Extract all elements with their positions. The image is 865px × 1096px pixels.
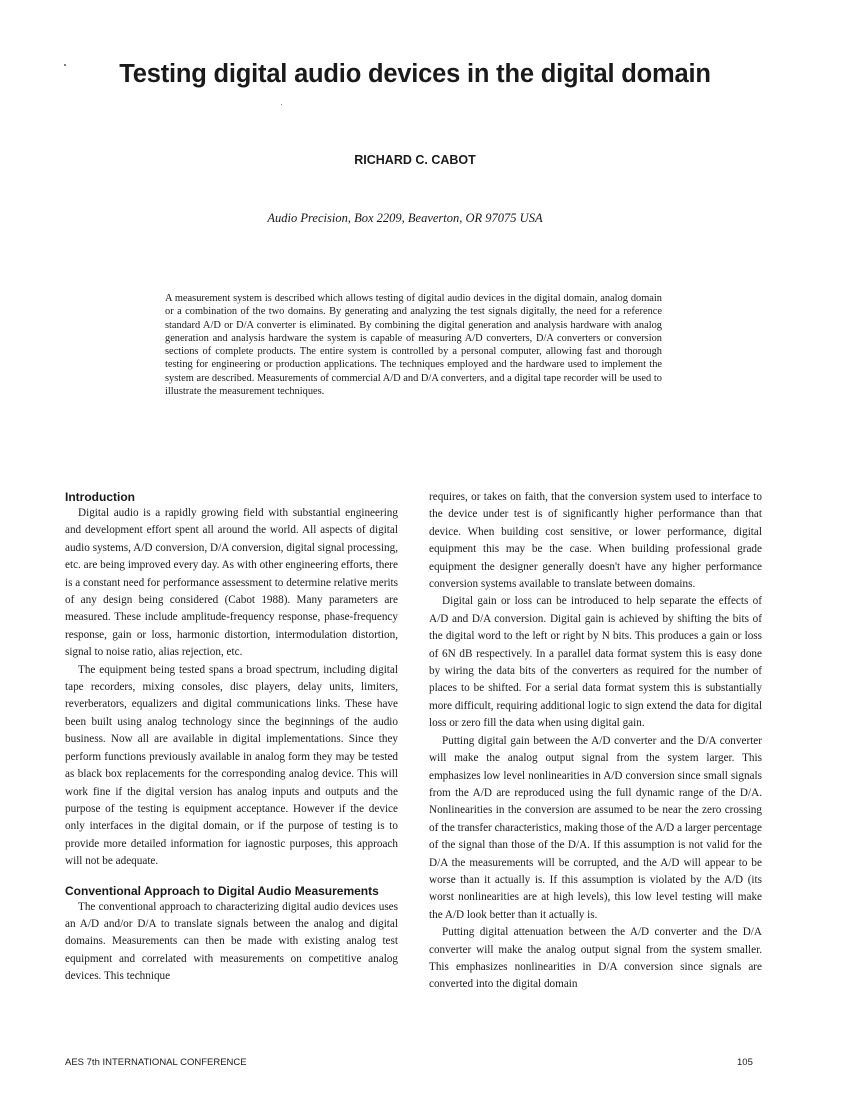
footer-conference: AES 7th INTERNATIONAL CONFERENCE — [65, 1057, 247, 1068]
paragraph: Putting digital gain between the A/D converter and the D/A converter will make the analog output signal from the system larger. This emphasizes low level nonlinearities in A/D conversion since small signals from the A/D are reproduced using the full dynamic range of the D/A. Nonlinearities in the conversion are assumed to be near the zero crossing of the transfer characteristics, making those of the A/D a larger percentage of the signal than those of the D/A. If this assumption is not valid for the D/A the measurements will be corrupted, and the A/D will appear to be worse than it actually is. If this assumption is violated by the A/D (its worst nonlinearities are at high levels), this low level testing will make the A/D look better than it actually is. — [429, 734, 762, 921]
paragraph: The conventional approach to characterizing digital audio devices uses an A/D and/or D/A to translate signals between the analog and digital domains. Measurements can then be made with existing analog test equipment and correlated with measurements on competitive analog devices. This technique — [65, 900, 398, 983]
paragraph: Putting digital attenuation between the A/D converter and the D/A converter will make the analog output signal from the system smaller. This emphasizes nonlinearities in D/A conversion since signals are converted into the digital domain — [429, 926, 762, 991]
paragraph: Digital audio is a rapidly growing field with substantial engineering and development effort spent all around the world. All aspects of digital audio systems, A/D conversion, D/A conversion, digital signal processing, etc. are being improved every day. As with other engineering efforts, there is a constant need for performance assessment to determine relative merits of any design being considered (Cabot 1988). Many parameters are measured. These include amplitude-frequency response, phase-frequency response, gain or loss, harmonic distortion, intermodulation distortion, signal to noise ratio, alias rejection, etc. — [65, 507, 399, 659]
paragraph: requires, or takes on faith, that the conversion system used to interface to the device under test is of significantly higher performance than that device. When building cost sensitive, or lower performance, digital equipment this may be the case. When building professional grade equipment the designer generally doesn't have any higher performance conversion systems available to translate between domains. — [429, 491, 762, 591]
right-column — [429, 489, 762, 994]
page-number: 105 — [737, 1057, 753, 1068]
paragraph: The equipment being tested spans a broad spectrum, including digital tape recorders, mixing consoles, disc players, delay units, limiters, reverberators, equalizers and digital communications links. These have been built using analog technology since the beginnings of the audio business. Now all are available in digital implementations. Since they perform functions previously available in analog form they may be tested as black box replacements for the corresponding analog device. This will work fine if the digital version has analog inputs and outputs and the purpose of the testing is equipment acceptance. However if the device only interfaces in the digital domain, or if the purpose of testing is to provide more detailed information for iagnostic purposes, this approach will not be adequate. — [65, 663, 398, 868]
paper-title: Testing digital audio devices in the digital domain — [119, 60, 711, 88]
section-heading-introduction: Introduction — [65, 490, 135, 504]
paragraph: Digital gain or loss can be introduced to help separate the effects of A/D and D/A conversion. Digital gain is achieved by shifting the bits of the digital word to the left or right by N bits. This produces a gain or loss of 6N dB respectively. In a parallel data format system this is easy done by wiring the data bits of the converters as required for the number of places to be shifted. For a serial data format system this is substantially more difficult, requiring additional logic to sign extend the data for digital loss or zero fill the data when using digital gain. — [429, 595, 762, 730]
author-name: RICHARD C. CABOT — [354, 153, 476, 167]
scan-speck — [281, 104, 282, 105]
left-column — [65, 489, 398, 986]
section-heading-conventional-approach: Conventional Approach to Digital Audio Measurements — [65, 883, 379, 898]
author-affiliation: Audio Precision, Box 2209, Beaverton, OR 97075 USA — [267, 211, 543, 225]
abstract: A measurement system is described which allows testing of digital audio devices in the digital domain, analog domain or a combination of the two domains. By generating and analyzing the test signals digitally, the need for a reference standard A/D or D/A converter is eliminated. By combining the digital generation and analysis hardware with analog generation and analysis hardware the system is capable of measuring A/D converters, D/A converters or conversion sections of complete products. The entire system is controlled by a personal computer, allowing fast and thorough testing for engineering or production applications. The techniques employed and the hardware used to implement the system are described. Measurements of commercial A/D and D/A converters, and a digital tape recorder will be used to illustrate the measurement techniques. — [165, 293, 662, 398]
